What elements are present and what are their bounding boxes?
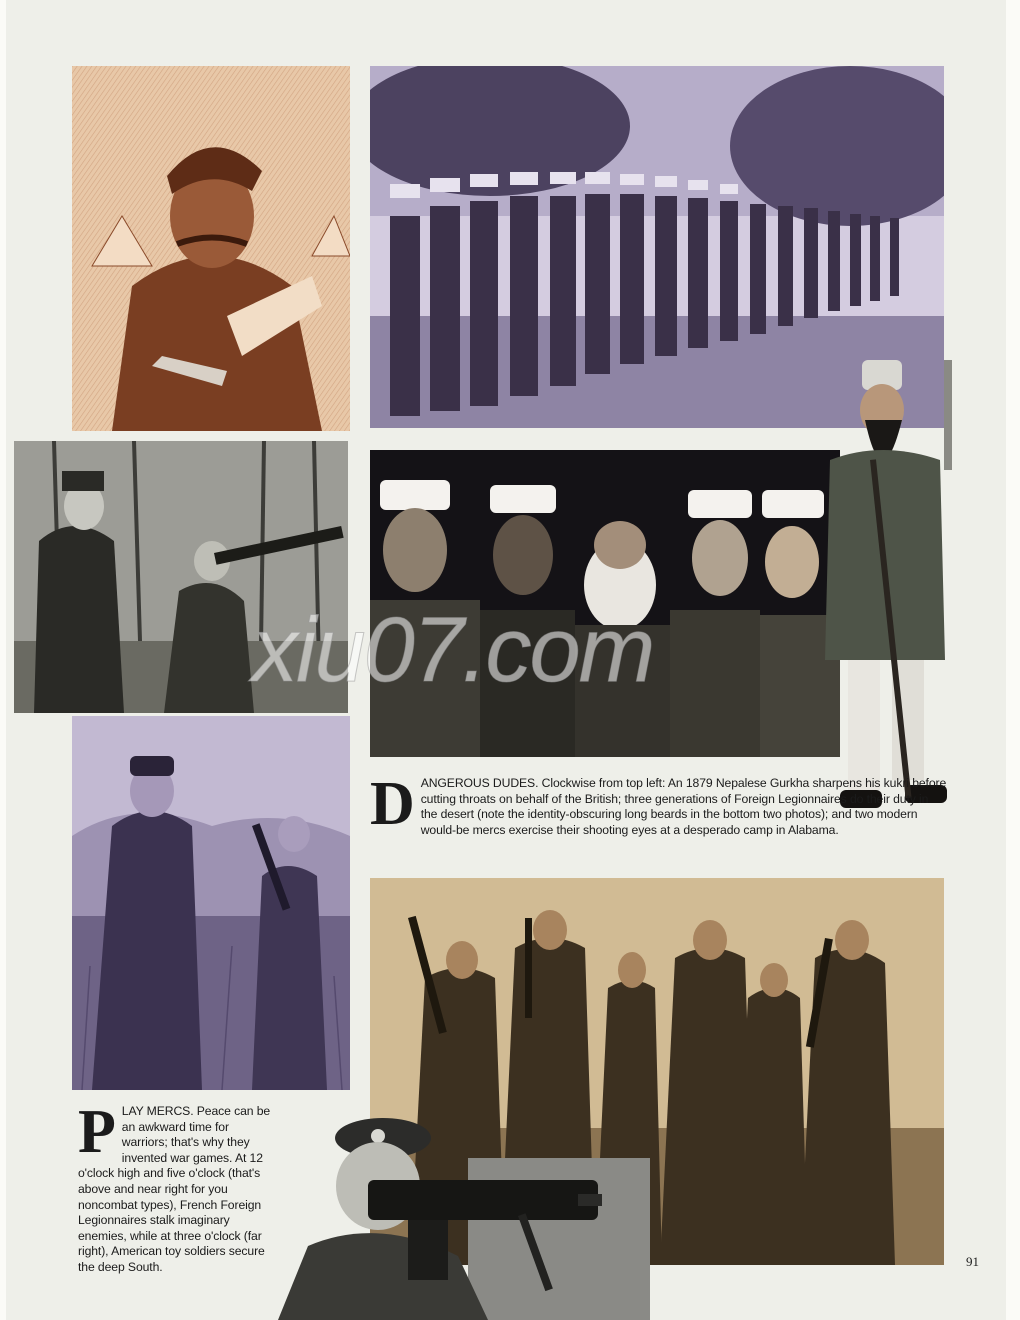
mercs-forest-photo bbox=[14, 441, 348, 713]
dropcap: D bbox=[370, 770, 415, 838]
caption-headline: LAY MERCS. bbox=[121, 1104, 197, 1118]
caption-body: Clockwise from top left: An 1879 Nepalese Gurkha sharpens his kukri before cutting throats on behalf of the British; three generations of Foreign Legionnaires do their duty in the desert (note the identity-obscuring long beards in the bottom two photos); and two modern would-be mercs exercise their shooting eyes at a desperado camp in Alabama. bbox=[420, 776, 947, 837]
page-number: 91 bbox=[966, 1254, 979, 1269]
dangerous-dudes-caption bbox=[370, 770, 948, 838]
caption-headline: ANGEROUS DUDES. bbox=[420, 776, 542, 790]
gurkha-engraving-photo bbox=[72, 66, 350, 431]
legionnaires-field-photo bbox=[72, 716, 350, 1090]
watermark: xiu07.com bbox=[252, 599, 654, 701]
beret-gunner-photo bbox=[278, 1116, 650, 1320]
caption-body: Peace can be an awkward time for warriors; that's why they invented war games. At 12 o'clock high and five o'clock (that's above and near right for you noncombat types), French Foreign Legionnaires stalk imaginary enemies, while at three o'clock (far right), American toy soldiers secure the deep South. bbox=[78, 1104, 271, 1274]
dropcap: P bbox=[78, 1098, 116, 1166]
play-mercs-caption bbox=[78, 1098, 278, 1276]
legionnaire-portraits-photo bbox=[370, 450, 840, 757]
bearded-legionnaire-photo bbox=[810, 360, 960, 815]
